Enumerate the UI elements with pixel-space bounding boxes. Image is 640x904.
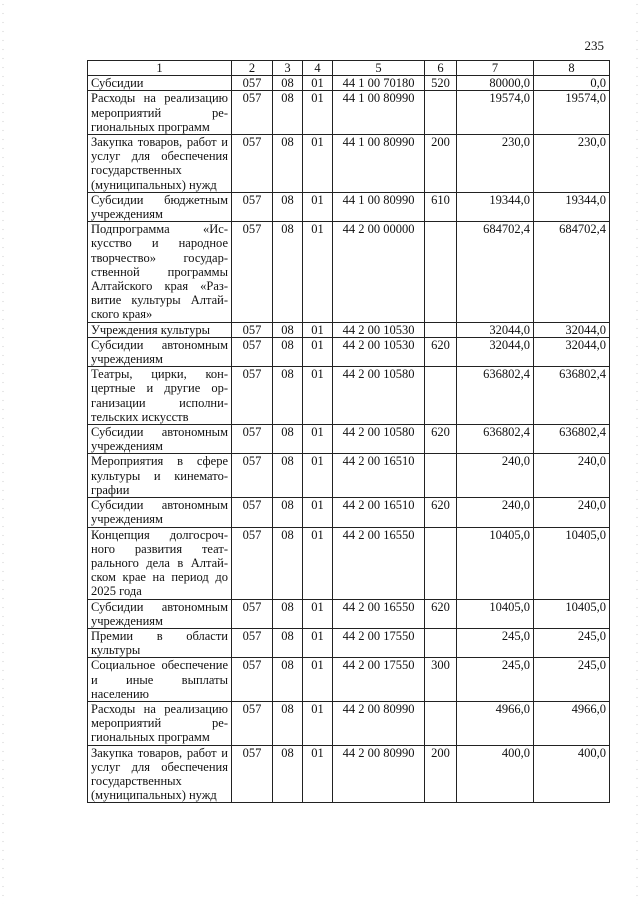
subsection-code-cell: 01 (303, 135, 333, 193)
ministry-code-cell: 057 (232, 658, 273, 702)
ministry-code-cell: 057 (232, 701, 273, 745)
column-header: 3 (273, 61, 303, 76)
table-row (88, 658, 610, 702)
subsection-code-cell: 01 (303, 498, 333, 527)
section-code-cell: 08 (273, 222, 303, 322)
amount-cell: 245,0 (534, 628, 610, 657)
expense-type-cell (425, 91, 457, 135)
table-header-row (88, 61, 610, 76)
amount-cell: 245,0 (457, 628, 534, 657)
subsection-code-cell: 01 (303, 454, 333, 498)
section-code-cell: 08 (273, 628, 303, 657)
expense-type-cell (425, 322, 457, 337)
table-body (88, 76, 610, 803)
column-header: 2 (232, 61, 273, 76)
target-article-cell: 44 2 00 00000 (333, 222, 425, 322)
amount-cell: 230,0 (457, 135, 534, 193)
amount-cell: 80000,0 (457, 76, 534, 91)
ministry-code-cell: 057 (232, 222, 273, 322)
ministry-code-cell: 057 (232, 498, 273, 527)
target-article-cell: 44 1 00 80990 (333, 91, 425, 135)
page-number: 235 (584, 38, 604, 53)
subsection-code-cell: 01 (303, 628, 333, 657)
amount-cell: 19574,0 (457, 91, 534, 135)
expense-name-cell: Закупка товаров, работ и услуг для обеспечения государственных (муниципальных) нужд (88, 745, 232, 803)
subsection-code-cell: 01 (303, 192, 333, 221)
amount-cell: 32044,0 (457, 322, 534, 337)
scan-margin-left (2, 0, 4, 904)
ministry-code-cell: 057 (232, 76, 273, 91)
subsection-code-cell: 01 (303, 527, 333, 599)
subsection-code-cell: 01 (303, 367, 333, 425)
expense-type-cell: 610 (425, 192, 457, 221)
expense-type-cell: 620 (425, 599, 457, 628)
amount-cell: 10405,0 (457, 599, 534, 628)
table-row (88, 76, 610, 91)
amount-cell: 10405,0 (457, 527, 534, 599)
expense-type-cell: 620 (425, 425, 457, 454)
amount-cell: 245,0 (534, 658, 610, 702)
expense-type-cell (425, 701, 457, 745)
expense-type-cell: 620 (425, 337, 457, 366)
expense-type-cell: 620 (425, 498, 457, 527)
table-row (88, 599, 610, 628)
amount-cell: 4966,0 (457, 701, 534, 745)
expense-name-cell: Мероприятия в сфере культуры и кинематографии (88, 454, 232, 498)
subsection-code-cell: 01 (303, 658, 333, 702)
amount-cell: 19344,0 (457, 192, 534, 221)
column-header: 7 (457, 61, 534, 76)
amount-cell: 240,0 (457, 454, 534, 498)
expense-name-cell: Подпрограмма «Искусство и народное творчество» государственной программы Алтайского края «Развитие культуры Алтайского края» (88, 222, 232, 322)
section-code-cell: 08 (273, 322, 303, 337)
ministry-code-cell: 057 (232, 337, 273, 366)
target-article-cell: 44 2 00 16550 (333, 527, 425, 599)
target-article-cell: 44 2 00 10530 (333, 337, 425, 366)
target-article-cell: 44 2 00 10580 (333, 367, 425, 425)
amount-cell: 636802,4 (457, 425, 534, 454)
expense-name-cell: Субсидии бюджетным учреждениям (88, 192, 232, 221)
column-header: 1 (88, 61, 232, 76)
target-article-cell: 44 1 00 70180 (333, 76, 425, 91)
table-row (88, 701, 610, 745)
expense-name-cell: Субсидии автономным учреждениям (88, 599, 232, 628)
table-row (88, 498, 610, 527)
amount-cell: 636802,4 (534, 367, 610, 425)
amount-cell: 32044,0 (457, 337, 534, 366)
section-code-cell: 08 (273, 367, 303, 425)
expense-name-cell: Субсидии автономным учреждениям (88, 498, 232, 527)
amount-cell: 240,0 (457, 498, 534, 527)
column-header: 4 (303, 61, 333, 76)
section-code-cell: 08 (273, 599, 303, 628)
column-header: 5 (333, 61, 425, 76)
ministry-code-cell: 057 (232, 367, 273, 425)
target-article-cell: 44 2 00 10530 (333, 322, 425, 337)
amount-cell: 10405,0 (534, 599, 610, 628)
ministry-code-cell: 057 (232, 192, 273, 221)
expense-name-cell: Концепция долгосрочного развития театрального дела в Алтайском крае на период до 2025 года (88, 527, 232, 599)
ministry-code-cell: 057 (232, 91, 273, 135)
expense-type-cell: 200 (425, 745, 457, 803)
amount-cell: 0,0 (534, 76, 610, 91)
expense-type-cell (425, 367, 457, 425)
scan-margin-right (636, 0, 638, 904)
target-article-cell: 44 1 00 80990 (333, 192, 425, 221)
section-code-cell: 08 (273, 135, 303, 193)
amount-cell: 245,0 (457, 658, 534, 702)
amount-cell: 636802,4 (457, 367, 534, 425)
section-code-cell: 08 (273, 745, 303, 803)
table-row (88, 91, 610, 135)
amount-cell: 400,0 (534, 745, 610, 803)
expense-name-cell: Закупка товаров, работ и услуг для обеспечения государственных (муниципальных) нужд (88, 135, 232, 193)
section-code-cell: 08 (273, 701, 303, 745)
subsection-code-cell: 01 (303, 599, 333, 628)
table-row (88, 322, 610, 337)
subsection-code-cell: 01 (303, 745, 333, 803)
column-header: 6 (425, 61, 457, 76)
target-article-cell: 44 2 00 17550 (333, 658, 425, 702)
amount-cell: 4966,0 (534, 701, 610, 745)
subsection-code-cell: 01 (303, 337, 333, 366)
section-code-cell: 08 (273, 192, 303, 221)
target-article-cell: 44 2 00 10580 (333, 425, 425, 454)
ministry-code-cell: 057 (232, 599, 273, 628)
table-row (88, 337, 610, 366)
amount-cell: 400,0 (457, 745, 534, 803)
target-article-cell: 44 2 00 17550 (333, 628, 425, 657)
subsection-code-cell: 01 (303, 91, 333, 135)
expense-name-cell: Премии в области культуры (88, 628, 232, 657)
amount-cell: 32044,0 (534, 322, 610, 337)
expense-type-cell (425, 628, 457, 657)
section-code-cell: 08 (273, 498, 303, 527)
column-header: 8 (534, 61, 610, 76)
expense-name-cell: Расходы на реализацию мероприятий региональных программ (88, 91, 232, 135)
target-article-cell: 44 1 00 80990 (333, 135, 425, 193)
table-row (88, 425, 610, 454)
ministry-code-cell: 057 (232, 322, 273, 337)
expense-name-cell: Субсидии автономным учреждениям (88, 425, 232, 454)
section-code-cell: 08 (273, 76, 303, 91)
expense-type-cell: 520 (425, 76, 457, 91)
table-row (88, 745, 610, 803)
ministry-code-cell: 057 (232, 745, 273, 803)
section-code-cell: 08 (273, 425, 303, 454)
amount-cell: 240,0 (534, 498, 610, 527)
ministry-code-cell: 057 (232, 628, 273, 657)
expense-type-cell (425, 222, 457, 322)
section-code-cell: 08 (273, 454, 303, 498)
ministry-code-cell: 057 (232, 135, 273, 193)
target-article-cell: 44 2 00 16550 (333, 599, 425, 628)
subsection-code-cell: 01 (303, 222, 333, 322)
amount-cell: 636802,4 (534, 425, 610, 454)
section-code-cell: 08 (273, 527, 303, 599)
table-row (88, 367, 610, 425)
expense-name-cell: Учреждения культуры (88, 322, 232, 337)
budget-table (87, 60, 610, 803)
subsection-code-cell: 01 (303, 322, 333, 337)
expense-name-cell: Расходы на реализацию мероприятий региональных программ (88, 701, 232, 745)
section-code-cell: 08 (273, 337, 303, 366)
table-row (88, 222, 610, 322)
ministry-code-cell: 057 (232, 454, 273, 498)
table-row (88, 192, 610, 221)
table-row (88, 454, 610, 498)
section-code-cell: 08 (273, 658, 303, 702)
target-article-cell: 44 2 00 16510 (333, 498, 425, 527)
ministry-code-cell: 057 (232, 425, 273, 454)
subsection-code-cell: 01 (303, 76, 333, 91)
target-article-cell: 44 2 00 80990 (333, 745, 425, 803)
table-row (88, 628, 610, 657)
table-row (88, 135, 610, 193)
expense-name-cell: Субсидии автономным учреждениям (88, 337, 232, 366)
expense-type-cell (425, 454, 457, 498)
subsection-code-cell: 01 (303, 701, 333, 745)
amount-cell: 19574,0 (534, 91, 610, 135)
section-code-cell: 08 (273, 91, 303, 135)
expense-name-cell: Театры, цирки, концертные и другие организации исполнительских искусств (88, 367, 232, 425)
amount-cell: 230,0 (534, 135, 610, 193)
amount-cell: 684702,4 (457, 222, 534, 322)
expense-type-cell (425, 527, 457, 599)
subsection-code-cell: 01 (303, 425, 333, 454)
target-article-cell: 44 2 00 16510 (333, 454, 425, 498)
target-article-cell: 44 2 00 80990 (333, 701, 425, 745)
amount-cell: 10405,0 (534, 527, 610, 599)
expense-type-cell: 200 (425, 135, 457, 193)
ministry-code-cell: 057 (232, 527, 273, 599)
table-row (88, 527, 610, 599)
amount-cell: 32044,0 (534, 337, 610, 366)
expense-type-cell: 300 (425, 658, 457, 702)
expense-name-cell: Социальное обеспечение и иные выплаты населению (88, 658, 232, 702)
amount-cell: 684702,4 (534, 222, 610, 322)
expense-name-cell: Субсидии (88, 76, 232, 91)
amount-cell: 240,0 (534, 454, 610, 498)
amount-cell: 19344,0 (534, 192, 610, 221)
